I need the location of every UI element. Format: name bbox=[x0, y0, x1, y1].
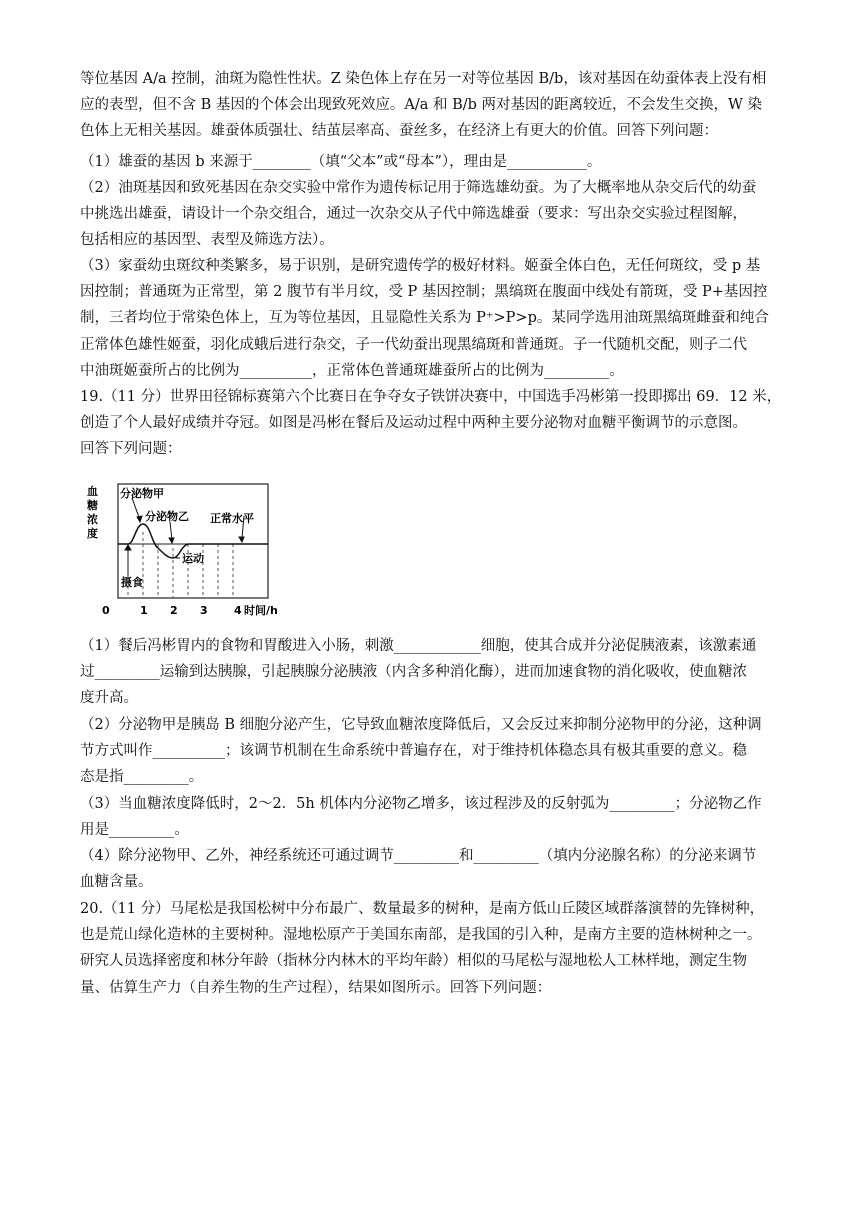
y-axis-label-4: 度 bbox=[87, 527, 98, 540]
y-axis-label-3: 浓 bbox=[87, 513, 98, 526]
text-line: （4）除分泌物甲、乙外，神经系统还可通过调节_________和_________（填内分泌腺名称）的分泌来调节 bbox=[80, 848, 757, 864]
blood-sugar-figure bbox=[84, 482, 284, 624]
text-line: 也是荒山绿化造林的主要树种。湿地松原产于美国东南部，是我国的引入种，是南方主要的造林树种之一。 bbox=[80, 927, 762, 944]
label-eating: 摄食 bbox=[121, 576, 143, 589]
label-secretion-a: 分泌物甲 bbox=[120, 487, 164, 500]
x-tick: 0 bbox=[102, 604, 110, 617]
text-line: 19.（11 分）世界田径锦标赛第六个比赛日在争夺女子铁饼决赛中，中国选手冯彬第一投即掷出 69．12 米， bbox=[80, 389, 782, 405]
label-normal-level: 正常水平 bbox=[210, 512, 254, 525]
text-line: 正常体色雄性姬蚕，羽化成蛾后进行杂交，子一代幼蚕出现黑缟斑和普通斑。子一代随机交配，则子二代 bbox=[80, 336, 747, 353]
text-line: 中油斑姬蚕所占的比例为__________，正常体色普通斑雄蚕所占的比例为_________。 bbox=[80, 362, 624, 379]
q19-stem bbox=[80, 384, 780, 463]
y-axis-label-1: 血 bbox=[87, 485, 98, 498]
q18-sub1 bbox=[80, 149, 780, 175]
text-line: （3）当血糖浓度降低时，2～2．5h 机体内分泌物乙增多，该过程涉及的反射弧为_________；分泌物乙作 bbox=[80, 796, 762, 812]
q18-sub2 bbox=[80, 175, 780, 254]
x-axis-label: 时间/h bbox=[244, 604, 278, 617]
text-line: 研究人员选择密度和林分年龄（指林分内林木的平均年龄）相似的马尾松与湿地松人工林样地，测定生物 bbox=[80, 953, 747, 970]
label-secretion-b: 分泌物乙 bbox=[145, 510, 189, 523]
text-line: 色体上无相关基因。雄蚕体质强壮、结茧层率高、蚕丝多，在经济上有更大的价值。回答下列问题： bbox=[80, 123, 718, 140]
x-tick: 1 bbox=[140, 604, 148, 617]
label-exercise: 运动 bbox=[182, 552, 204, 565]
text-line: 制，三者均位于常染色体上，互为等位基因，且显隐性关系为 P⁺>P>p。某同学选用油斑黑缟斑雌蚕和纯合 bbox=[80, 310, 769, 327]
text-line: 创造了个人最好成绩并夺冠。如图是冯彬在餐后及运动过程中两种主要分泌物对血糖平衡调节的示意图。 bbox=[80, 415, 747, 432]
text-line: （1）餐后冯彬胃内的食物和胃酸进入小肠，刺激____________细胞，使其合成并分泌促胰液素，该激素通 bbox=[80, 638, 757, 654]
q20-stem bbox=[80, 896, 780, 1001]
text-line: 因控制；普通斑为正常型，第 2 腹节有半月纹，受 P 基因控制；黑缟斑在腹面中线处有箭斑，受 P+基因控 bbox=[80, 284, 768, 301]
text-line: （3）家蚕幼虫斑纹种类繁多，易于识别，是研究遗传学的极好材料。姬蚕全体白色，无任何斑纹，受 p 基 bbox=[80, 258, 761, 274]
x-tick: 4 bbox=[234, 604, 242, 617]
y-axis-label-2: 糖 bbox=[87, 499, 98, 512]
text-line: 应的表型，但不含 B 基因的个体会出现致死效应。A/a 和 B/b 两对基因的距离较近，不会发生交换，W 染 bbox=[80, 97, 763, 114]
text-line: 中挑选出雄蚕，请设计一个杂交组合，通过一次杂交从子代中筛选雄蚕（要求：写出杂交实验过程图解， bbox=[80, 206, 747, 223]
text-line: 度升高。 bbox=[80, 690, 138, 707]
text-line: 等位基因 A/a 控制，油斑为隐性性状。Z 染色体上存在另一对等位基因 B/b，该对基因在幼蚕体表上没有相 bbox=[80, 71, 767, 87]
time-gridlines bbox=[128, 532, 233, 598]
text-line: 20.（11 分）马尾松是我国松树中分布最广、数量最多的树种，是南方低山丘陵区域群落演替的先锋树种， bbox=[80, 901, 765, 917]
q19-sub3 bbox=[80, 791, 780, 843]
q19-sub4 bbox=[80, 843, 780, 895]
text-line: 包括相应的基因型、表型及筛选方法）。 bbox=[80, 232, 334, 249]
text-line: （2）分泌物甲是胰岛 B 细胞分泌产生，它导致血糖浓度降低后，又会反过来抑制分泌物甲的分泌，这种调 bbox=[80, 717, 762, 733]
x-tick: 2 bbox=[170, 604, 178, 617]
q19-sub1 bbox=[80, 633, 780, 712]
text-line: 用是_________。 bbox=[80, 822, 189, 839]
text-line: 态是指_________。 bbox=[80, 769, 204, 786]
blood-sugar-diagram bbox=[84, 482, 284, 624]
text-line: 过_________运输到达胰腺，引起胰腺分泌胰液（内含多种消化酶），进而加速食物的消化吸收，使血糖浓 bbox=[80, 664, 747, 681]
text-line: （1）雄蚕的基因 b 来源于________（填“父本”或“母本”），理由是___________。 bbox=[80, 154, 602, 170]
text-line: 节方式叫作__________；该调节机制在生命系统中普遍存在，对于维持机体稳态具有极其重要的意义。稳 bbox=[80, 743, 747, 760]
text-line: 回答下列问题： bbox=[80, 441, 182, 458]
text-line: 血糖含量。 bbox=[80, 874, 153, 891]
text-line: 量、估算生产力（自养生物的生产过程），结果如图所示。回答下列问题： bbox=[80, 979, 552, 996]
x-tick: 3 bbox=[200, 604, 208, 617]
text-line: （2）油斑基因和致死基因在杂交实验中常作为遗传标记用于筛选雄幼蚕。为了大概率地从杂交后代的幼蚕 bbox=[80, 180, 757, 196]
q19-sub2 bbox=[80, 712, 780, 791]
